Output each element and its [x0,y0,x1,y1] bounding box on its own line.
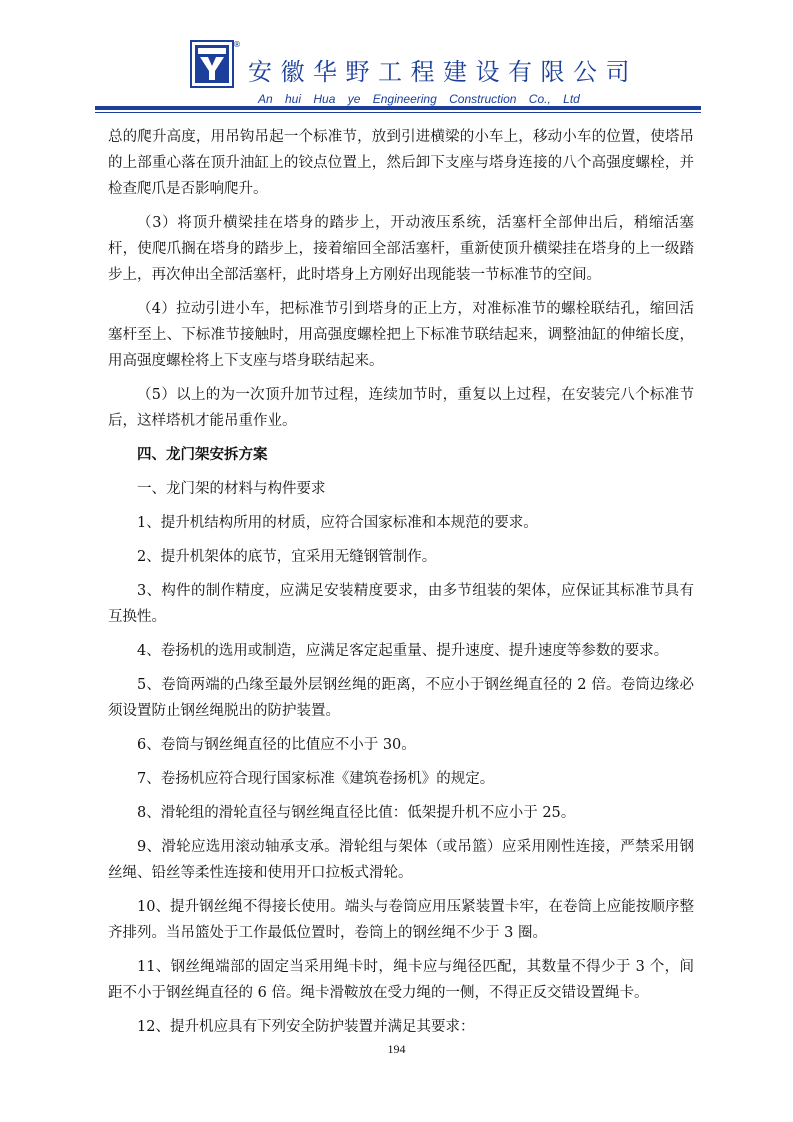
section-heading: 四、龙门架安拆方案 [137,446,268,463]
list-item: 6、卷筒与钢丝绳直径的比值应不小于 30。 [137,737,416,753]
header-rule-thick [95,106,701,110]
registered-mark: ® [233,40,241,49]
list-item: 10、提升钢丝绳不得接长使用。端头与卷筒应用压紧装置卡牢，在卷筒上应能按顺序整齐排列。当吊篮处于工作最低位置时，卷筒上的钢丝绳不少于 3 圈。 [108,899,694,941]
paragraph-continued: 总的爬升高度，用吊钩吊起一个标准节，放到引进横梁的小车上，移动小车的位置，使塔吊的上部重心落在顶升油缸上的铰点位置上，然后卸下支座与塔身连接的八个高强度螺栓，并检查爬爪是否影响爬升。 [108,129,694,197]
company-logo-icon [190,40,234,88]
list-item: 11、钢丝绳端部的固定当采用绳卡时，绳卡应与绳径匹配，其数量不得少于 3 个，间距不小于钢丝绳直径的 6 倍。绳卡滑鞍放在受力绳的一侧，不得正反交错设置绳卡。 [108,959,694,1001]
subsection-heading: 一、龙门架的材料与构件要求 [137,481,326,497]
list-item: 4、卷扬机的选用或制造，应满足客定起重量、提升速度、提升速度等参数的要求。 [137,643,669,659]
page-number: 194 [387,1042,406,1056]
header-rule-thin [95,112,701,113]
list-item: 7、卷扬机应符合现行国家标准《建筑卷扬机》的规定。 [137,771,495,787]
list-item: 8、滑轮组的滑轮直径与钢丝绳直径比值：低架提升机不应小于 25。 [137,805,576,821]
list-item: 9、滑轮应选用滚动轴承支承。滑轮组与架体（或吊篮）应采用刚性连接，严禁采用钢丝绳、铅丝等柔性连接和使用开口拉板式滑轮。 [108,839,694,881]
company-name-cn: 安徽华野工程建设有限公司 [248,58,638,86]
list-item: 12、提升机应具有下列安全防护装置并满足其要求： [137,1019,475,1035]
page-body [108,124,694,1048]
paragraph-step-4: （4）拉动引进小车，把标准节引到塔身的正上方，对准标准节的螺栓联结孔，缩回活塞杆至上、下标准节接触时，用高强度螺栓把上下标准节联结起来，调整油缸的伸缩长度，用高强度螺栓将上下支座与塔身联结起来。 [108,301,694,369]
page-header [0,0,793,120]
list-item: 5、卷筒两端的凸缘至最外层钢丝绳的距离，不应小于钢丝绳直径的 2 倍。卷筒边缘必须设置防止钢丝绳脱出的防护装置。 [108,677,694,719]
list-item: 3、构件的制作精度，应满足安装精度要求，由多节组装的架体，应保证其标准节具有互换性。 [108,583,694,625]
list-item: 2、提升机架体的底节，宜采用无缝钢管制作。 [137,549,437,565]
paragraph-step-3: （3）将顶升横梁挂在塔身的踏步上，开动液压系统，活塞杆全部伸出后，稍缩活塞杆，使爬爪搁在塔身的踏步上，接着缩回全部活塞杆，重新使顶升横梁挂在塔身的上一级踏步上，再次伸出全部活塞杆，此时塔身上方刚好出现能装一节标准节的空间。 [108,215,694,283]
list-item: 1、提升机结构所用的材质，应符合国家标准和本规范的要求。 [137,515,538,531]
company-name-en: An hui Hua ye Engineering Construction Co., Ltd [258,92,580,106]
paragraph-step-5: （5）以上的为一次顶升加节过程，连续加节时，重复以上过程，在安装完八个标准节后，这样塔机才能吊重作业。 [108,387,694,429]
